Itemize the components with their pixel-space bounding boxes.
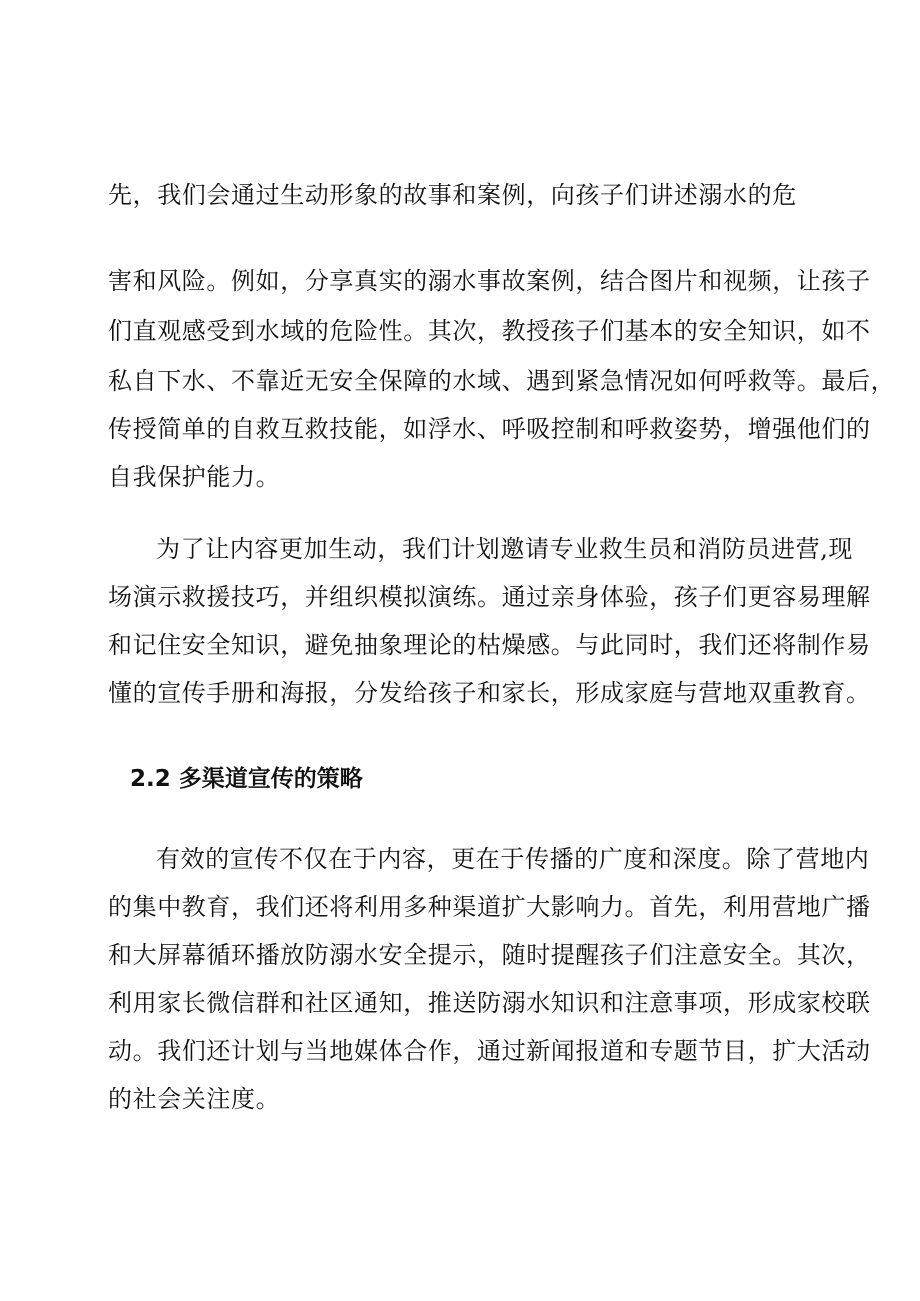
section-heading: 2.2 多渠道宣传的策略 — [130, 766, 363, 792]
paragraph-line: 传授简单的自救互救技能，如浮水、呼吸控制和呼救姿势，增强他们的 — [108, 415, 871, 443]
paragraph-line: 自我保护能力。 — [108, 463, 281, 491]
paragraph-line: 们直观感受到水域的危险性。其次，教授孩子们基本的安全知识，如不 — [108, 317, 871, 345]
paragraph-line: 为了让内容更加生动，我们计划邀请专业救生员和消防员进营,现 — [156, 535, 854, 563]
intro-line: 先，我们会通过生动形象的故事和案例，向孩子们讲述溺水的危 — [108, 181, 797, 209]
paragraph-line: 懂的宣传手册和海报，分发给孩子和家长，形成家庭与营地双重教育。 — [108, 679, 871, 707]
paragraph-line: 害和风险。例如，分享真实的溺水事故案例，结合图片和视频，让孩子 — [108, 267, 871, 295]
paragraph-line: 利用家长微信群和社区通知，推送防溺水知识和注意事项，形成家校联 — [108, 989, 871, 1017]
paragraph-line: 的集中教育，我们还将利用多种渠道扩大影响力。首先，利用营地广播 — [108, 893, 871, 921]
paragraph-line: 和记住安全知识，避免抽象理论的枯燥感。与此同时，我们还将制作易 — [108, 631, 871, 659]
paragraph-line: 有效的宣传不仅在于内容，更在于传播的广度和深度。除了营地内 — [156, 845, 870, 873]
paragraph-line: 的社会关注度。 — [108, 1085, 281, 1113]
paragraph-line: 动。我们还计划与当地媒体合作，通过新闻报道和专题节目，扩大活动 — [108, 1037, 871, 1065]
paragraph-line: 场演示救援技巧，并组织模拟演练。通过亲身体验，孩子们更容易理解 — [108, 583, 871, 611]
paragraph-line: 和大屏幕循环播放防溺水安全提示，随时提醒孩子们注意安全。其次， — [108, 941, 871, 969]
paragraph-line: 私自下水、不靠近无安全保障的水域、遇到紧急情况如何呼救等。最后， — [108, 367, 896, 395]
